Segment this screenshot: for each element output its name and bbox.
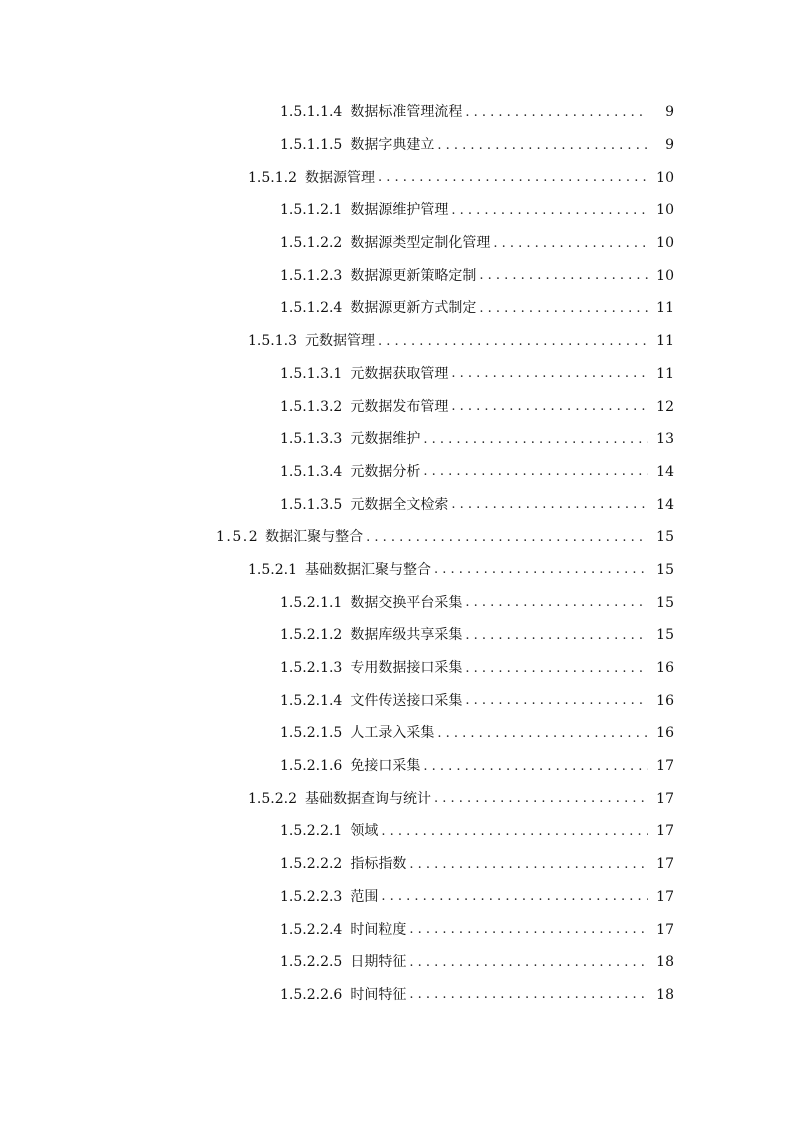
toc-entry-page: 15 — [656, 594, 674, 611]
toc-entry-title: 专用数据接口采集 — [350, 660, 463, 677]
toc-entry[interactable] — [0, 325, 793, 358]
toc-entry-page: 14 — [656, 496, 674, 513]
dot-leader — [479, 302, 648, 315]
toc-entry-title: 数据源更新方式制定 — [350, 300, 477, 317]
toc-entry-title: 免接口采集 — [350, 758, 421, 775]
toc-entry-page: 18 — [656, 954, 674, 971]
dot-leader — [465, 596, 648, 609]
dot-leader — [409, 858, 648, 871]
dot-leader — [451, 498, 648, 511]
toc-entry-page: 12 — [656, 398, 674, 415]
dot-leader — [381, 890, 648, 903]
toc-entry-title: 领域 — [350, 823, 379, 840]
toc-entry[interactable] — [0, 194, 793, 227]
toc-entry[interactable] — [0, 259, 793, 292]
toc-entry-number: 1.5.1.3.3 — [280, 431, 343, 448]
toc-entry[interactable] — [0, 96, 793, 129]
toc-entry-title: 数据源维护管理 — [350, 202, 449, 219]
toc-entry-number: 1.5.2.1.6 — [280, 758, 343, 775]
toc-entry-title: 数据汇聚与整合 — [265, 529, 364, 546]
toc-entry[interactable] — [0, 913, 793, 946]
toc-entry-page: 11 — [656, 333, 674, 350]
toc-entry-page: 10 — [656, 267, 674, 284]
toc-entry-title: 数据标准管理流程 — [350, 104, 463, 121]
dot-leader — [465, 662, 648, 675]
toc-entry-title: 数据源管理 — [304, 169, 375, 186]
toc-entry-page: 18 — [656, 986, 674, 1003]
toc-entry-title: 元数据全文检索 — [350, 496, 449, 513]
toc-entry-page: 17 — [656, 856, 674, 873]
dot-leader — [378, 171, 648, 184]
toc-entry-page: 17 — [656, 888, 674, 905]
toc-entry[interactable] — [0, 456, 793, 489]
toc-entry-page: 15 — [656, 627, 674, 644]
toc-entry-page: 13 — [656, 431, 674, 448]
dot-leader — [409, 923, 648, 936]
toc-entry-number: 1.5.2.2.2 — [280, 856, 343, 873]
toc-entry[interactable] — [0, 129, 793, 162]
toc-entry[interactable] — [0, 488, 793, 521]
dot-leader — [451, 204, 648, 217]
dot-leader — [409, 956, 648, 969]
toc-entry-number: 1.5.2.1.5 — [280, 725, 343, 742]
dot-leader — [437, 727, 648, 740]
toc-entry-title: 数据交换平台采集 — [350, 594, 463, 611]
toc-entry-number: 1.5.2.2 — [248, 790, 297, 807]
toc-entry[interactable] — [0, 750, 793, 783]
toc-entry[interactable] — [0, 684, 793, 717]
toc-entry[interactable] — [0, 946, 793, 979]
dot-leader — [465, 106, 648, 119]
toc-entry-page: 10 — [656, 202, 674, 219]
toc-entry-page: 16 — [656, 725, 674, 742]
toc-entry[interactable] — [0, 619, 793, 652]
toc-entry-title: 数据字典建立 — [350, 137, 435, 154]
toc-entry-title: 人工录入采集 — [350, 725, 435, 742]
toc-entry-page: 15 — [656, 561, 674, 578]
toc-entry[interactable] — [0, 227, 793, 260]
toc-entry[interactable] — [0, 881, 793, 914]
dot-leader — [451, 400, 648, 413]
toc-entry[interactable] — [0, 358, 793, 391]
toc-entry-title: 元数据发布管理 — [350, 398, 449, 415]
toc-entry-page: 17 — [656, 758, 674, 775]
toc-entry-page: 17 — [656, 790, 674, 807]
dot-leader — [378, 335, 648, 348]
toc-entry-number: 1.5.1.2.2 — [280, 235, 343, 252]
toc-entry-title: 指标指数 — [350, 856, 407, 873]
toc-entry-title: 数据源类型定制化管理 — [350, 235, 491, 252]
toc-entry-number: 1.5.1.2.1 — [280, 202, 343, 219]
toc-entry[interactable] — [0, 390, 793, 423]
toc-entry-number: 1.5.2.2.3 — [280, 888, 343, 905]
toc-entry[interactable] — [0, 161, 793, 194]
dot-leader — [423, 433, 648, 446]
toc-entry-title: 范围 — [350, 888, 379, 905]
toc-entry-page: 17 — [656, 823, 674, 840]
toc-entry-page: 17 — [656, 921, 674, 938]
dot-leader — [465, 694, 648, 707]
toc-entry-title: 元数据管理 — [304, 333, 375, 350]
toc-entry-number: 1.5.1.2.4 — [280, 300, 343, 317]
toc-entry-page: 9 — [665, 104, 674, 121]
toc-entry-title: 时间粒度 — [350, 921, 407, 938]
toc-entry[interactable] — [0, 979, 793, 1012]
toc-entry[interactable] — [0, 652, 793, 685]
toc-entry-number: 1.5.1.2 — [248, 169, 297, 186]
toc-entry-number: 1.5.2.2.5 — [280, 954, 343, 971]
dot-leader — [434, 563, 648, 576]
dot-leader — [451, 367, 648, 380]
toc-entry-page: 14 — [656, 463, 674, 480]
toc-entry-page: 9 — [665, 137, 674, 154]
toc-entry-page: 15 — [656, 529, 674, 546]
toc-entry[interactable] — [0, 815, 793, 848]
dot-leader — [366, 531, 648, 544]
dot-leader — [437, 139, 648, 152]
toc-entry-title: 日期特征 — [350, 954, 407, 971]
toc-entry[interactable] — [0, 717, 793, 750]
toc-entry-number: 1.5.2 — [216, 529, 260, 546]
toc-entry[interactable] — [0, 554, 793, 587]
toc-entry-number: 1.5.2.2.1 — [280, 823, 343, 840]
toc-entry-title: 元数据分析 — [350, 463, 421, 480]
toc-entry-page: 10 — [656, 169, 674, 186]
toc-entry-title: 基础数据汇聚与整合 — [304, 561, 431, 578]
toc-entry-page: 11 — [656, 300, 674, 317]
dot-leader — [465, 629, 648, 642]
toc-entry-page: 11 — [656, 365, 674, 382]
toc-entry-title: 元数据维护 — [350, 431, 421, 448]
dot-leader — [423, 760, 648, 773]
toc-entry-number: 1.5.2.1.3 — [280, 660, 343, 677]
toc-entry-number: 1.5.1.3.1 — [280, 365, 343, 382]
toc-entry-page: 16 — [656, 660, 674, 677]
toc-entry-title: 文件传送接口采集 — [350, 692, 463, 709]
toc-entry-page: 10 — [656, 235, 674, 252]
toc-entry-number: 1.5.1.3.5 — [280, 496, 343, 513]
toc-entry-number: 1.5.2.2.4 — [280, 921, 343, 938]
toc-entry-title: 元数据获取管理 — [350, 365, 449, 382]
table-of-contents — [0, 96, 793, 1011]
dot-leader — [423, 465, 648, 478]
toc-entry-title: 数据库级共享采集 — [350, 627, 463, 644]
toc-entry-number: 1.5.1.3.2 — [280, 398, 343, 415]
dot-leader — [381, 825, 648, 838]
toc-entry-number: 1.5.2.1.2 — [280, 627, 343, 644]
dot-leader — [434, 792, 648, 805]
toc-entry-number: 1.5.1.2.3 — [280, 267, 343, 284]
toc-entry-title: 数据源更新策略定制 — [350, 267, 477, 284]
toc-entry-number: 1.5.1.1.5 — [280, 137, 343, 154]
toc-entry-number: 1.5.2.1.1 — [280, 594, 343, 611]
toc-entry[interactable] — [0, 292, 793, 325]
dot-leader — [493, 237, 648, 250]
toc-entry[interactable] — [0, 782, 793, 815]
dot-leader — [409, 988, 648, 1001]
toc-entry-title: 时间特征 — [350, 986, 407, 1003]
toc-entry-number: 1.5.2.2.6 — [280, 986, 343, 1003]
toc-entry-number: 1.5.1.3 — [248, 333, 297, 350]
toc-entry[interactable] — [0, 848, 793, 881]
toc-entry-number: 1.5.2.1.4 — [280, 692, 343, 709]
dot-leader — [479, 269, 648, 282]
toc-entry-number: 1.5.1.1.4 — [280, 104, 343, 121]
toc-entry[interactable] — [0, 423, 793, 456]
toc-entry-number: 1.5.2.1 — [248, 561, 297, 578]
toc-entry-title: 基础数据查询与统计 — [304, 790, 431, 807]
toc-entry[interactable] — [0, 521, 793, 554]
toc-entry-page: 16 — [656, 692, 674, 709]
toc-entry[interactable] — [0, 586, 793, 619]
toc-entry-number: 1.5.1.3.4 — [280, 463, 343, 480]
